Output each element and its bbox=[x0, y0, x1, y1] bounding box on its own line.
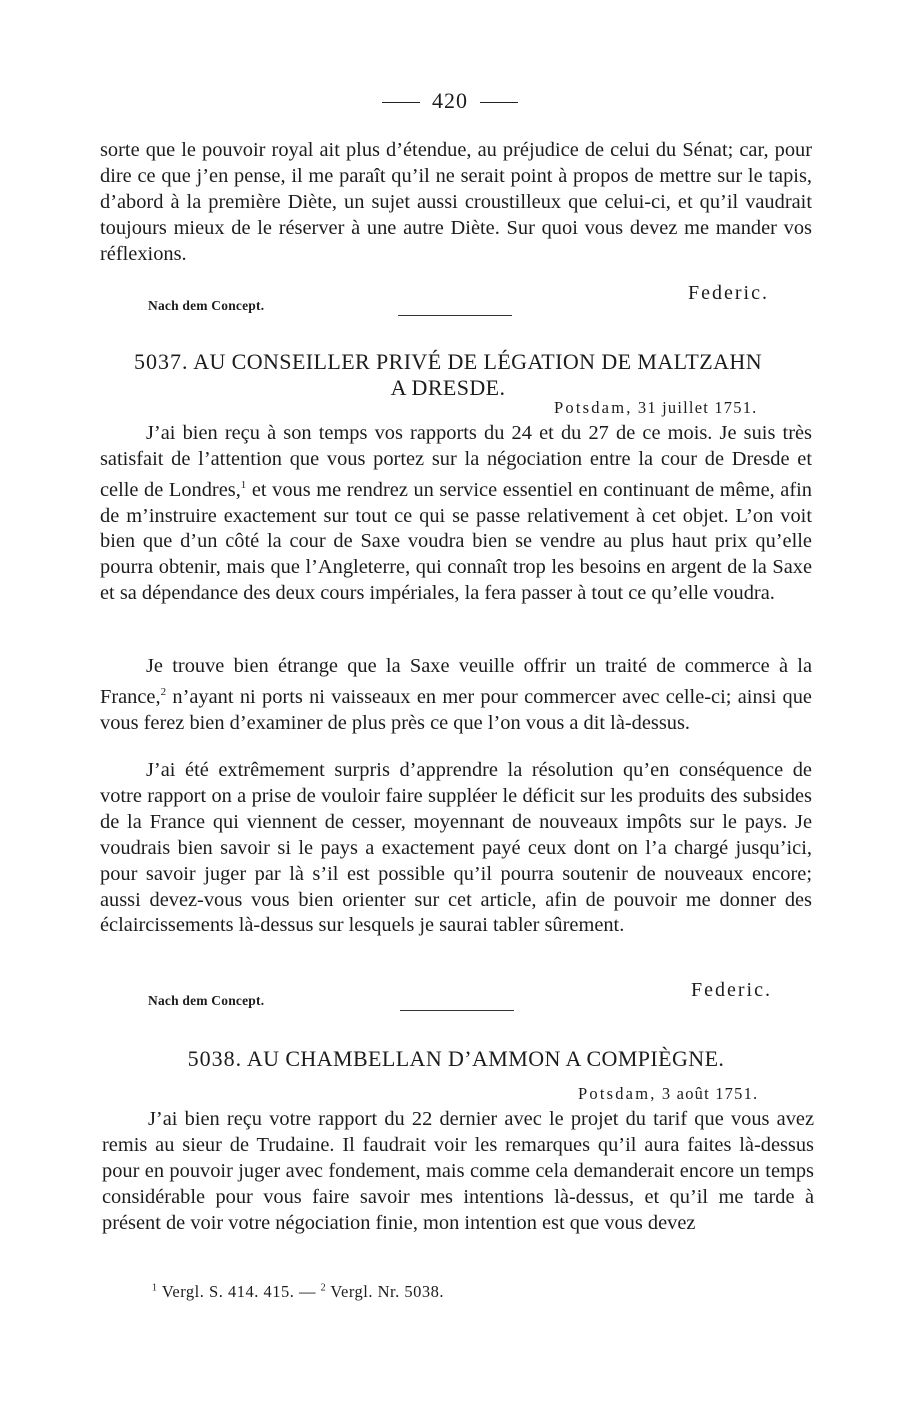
letter-5037-p1-start: J’ai bien reçu à son temps vos rapports du 24 et du 27 de ce mois. Je suis très satisfait de l’attention que vous portez sur la négociation entre la cour de Dresde et celle de Londres, bbox=[100, 422, 812, 501]
page-number bbox=[0, 88, 900, 114]
letter-5038-date: 3 août 1751. bbox=[661, 1084, 759, 1103]
letter-5037-date: 31 juillet 1751. bbox=[637, 398, 758, 417]
footnote-ref-2: 2 bbox=[160, 685, 167, 698]
letter-5037-number: 5037. bbox=[134, 349, 189, 374]
footnote-1-mark: 1 bbox=[152, 1282, 158, 1294]
letter-5037-signature: Federic. bbox=[691, 979, 772, 1001]
letter-5037-p1-end: et vous me rendrez un service essentiel en continuant de même, afin de m’instruire exactement sur tout ce qui se passe relativement à cet objet. L’on voit bien que d’un côté la cour de Saxe voudra bien se vendre au plus haut prix qu’elle pourra obtenir, mais que l’Angleterre, qui connaît trop les besoins en argent de la Saxe et sa dépendance des deux cours impériales, la fera passer à tout ce qu’elle voudra. bbox=[100, 478, 812, 605]
page-number-dash-left bbox=[382, 102, 420, 103]
footnotes bbox=[152, 1282, 444, 1302]
footnote-2-mark: 2 bbox=[320, 1282, 327, 1294]
letter-5037-dateline bbox=[554, 398, 757, 418]
letter-5037-p2-end: n’ayant ni ports ni vaisseaux en mer pour commercer avec celle-ci; ainsi que vous ferez bien d’examiner de plus près ce que l’on vous a dit là-dessus. bbox=[100, 685, 812, 734]
letter-5038-dateline bbox=[578, 1084, 758, 1104]
continuation-paragraph: sorte que le pouvoir royal ait plus d’étendue, au préjudice de celui du Sénat; car, pour dire ce que j’en pense, il me paraît qu’il ne serait point à propos de mettre sur le tapis, d’abord à la première Diète, un sujet aussi croustilleux que celui-ci, et qu’il vaudrait toujours mieux de le réserver à une autre Diète. Sur quoi vous devez me mander vos réflexions. bbox=[100, 139, 812, 265]
letter-5037-source-note: Nach dem Concept. bbox=[148, 993, 265, 1008]
letter-5037-location: A DRESDE. bbox=[390, 375, 506, 400]
letter-5038-heading bbox=[6, 1046, 900, 1072]
letter-5037-place: Potsdam, bbox=[554, 398, 633, 417]
continuation-signature: Federic. bbox=[688, 282, 769, 304]
letter-5037-paragraph-3: J’ai été extrêmement surpris d’apprendre la résolution qu’en conséquence de votre rapport on a prise de vouloir faire suppléer le déficit sur les produits des subsides de la France qui viennent de cesser, moyennant de nouveaux impôts sur le pays. Je voudrais bien savoir si le pays a exactement payé ceux dont on l’a chargé jusqu’ici, pour savoir juger par là s’il est possible qu’il pourra soutenir de nouveaux encore; aussi devez-vous vous bien orienter sur cet article, afin de pouvoir me donner des éclaircissements là-dessus sur lesquels je saurai tabler sûrement. bbox=[100, 759, 812, 937]
page-number-text: 420 bbox=[432, 88, 468, 113]
footnote-1-text: Vergl. S. 414. 415. — bbox=[157, 1282, 321, 1301]
letter-5037-paragraph-2 bbox=[100, 654, 812, 737]
letter-5038-paragraph-1: J’ai bien reçu votre rapport du 22 dernier avec le projet du tarif que vous avez remis au sieur de Trudaine. Il faudrait voir les remarques qu’il aura faites là-dessus pour en pouvoir juger avec fondement, mais comme cela demanderait encore un temps considérable pour vous faire savoir mes intentions là-dessus, et qu’il me tarde à présent de voir votre négociation finie, mon intention est que vous devez bbox=[102, 1108, 814, 1234]
continuation-source-note: Nach dem Concept. bbox=[148, 298, 265, 313]
letter-5037-heading bbox=[0, 349, 898, 401]
letter-5038-place: Potsdam, bbox=[578, 1084, 657, 1103]
letter-5037-recipient: AU CONSEILLER PRIVÉ DE LÉGATION DE MALTZAHN bbox=[193, 349, 762, 374]
letter-5037-paragraph-1 bbox=[100, 421, 812, 607]
footnote-2-text: Vergl. Nr. 5038. bbox=[326, 1282, 444, 1301]
letter-5038-recipient: AU CHAMBELLAN D’AMMON A COMPIÈGNE. bbox=[246, 1046, 725, 1071]
section-divider bbox=[400, 1010, 514, 1011]
letter-5037-p2-start: Je trouve bien étrange que la Saxe veuille offrir un traité de commerce à la France, bbox=[100, 655, 812, 708]
section-divider bbox=[398, 315, 512, 316]
footnote-ref-1: 1 bbox=[240, 478, 247, 491]
letter-5038-number: 5038. bbox=[187, 1046, 243, 1071]
page-number-dash-right bbox=[480, 102, 518, 103]
